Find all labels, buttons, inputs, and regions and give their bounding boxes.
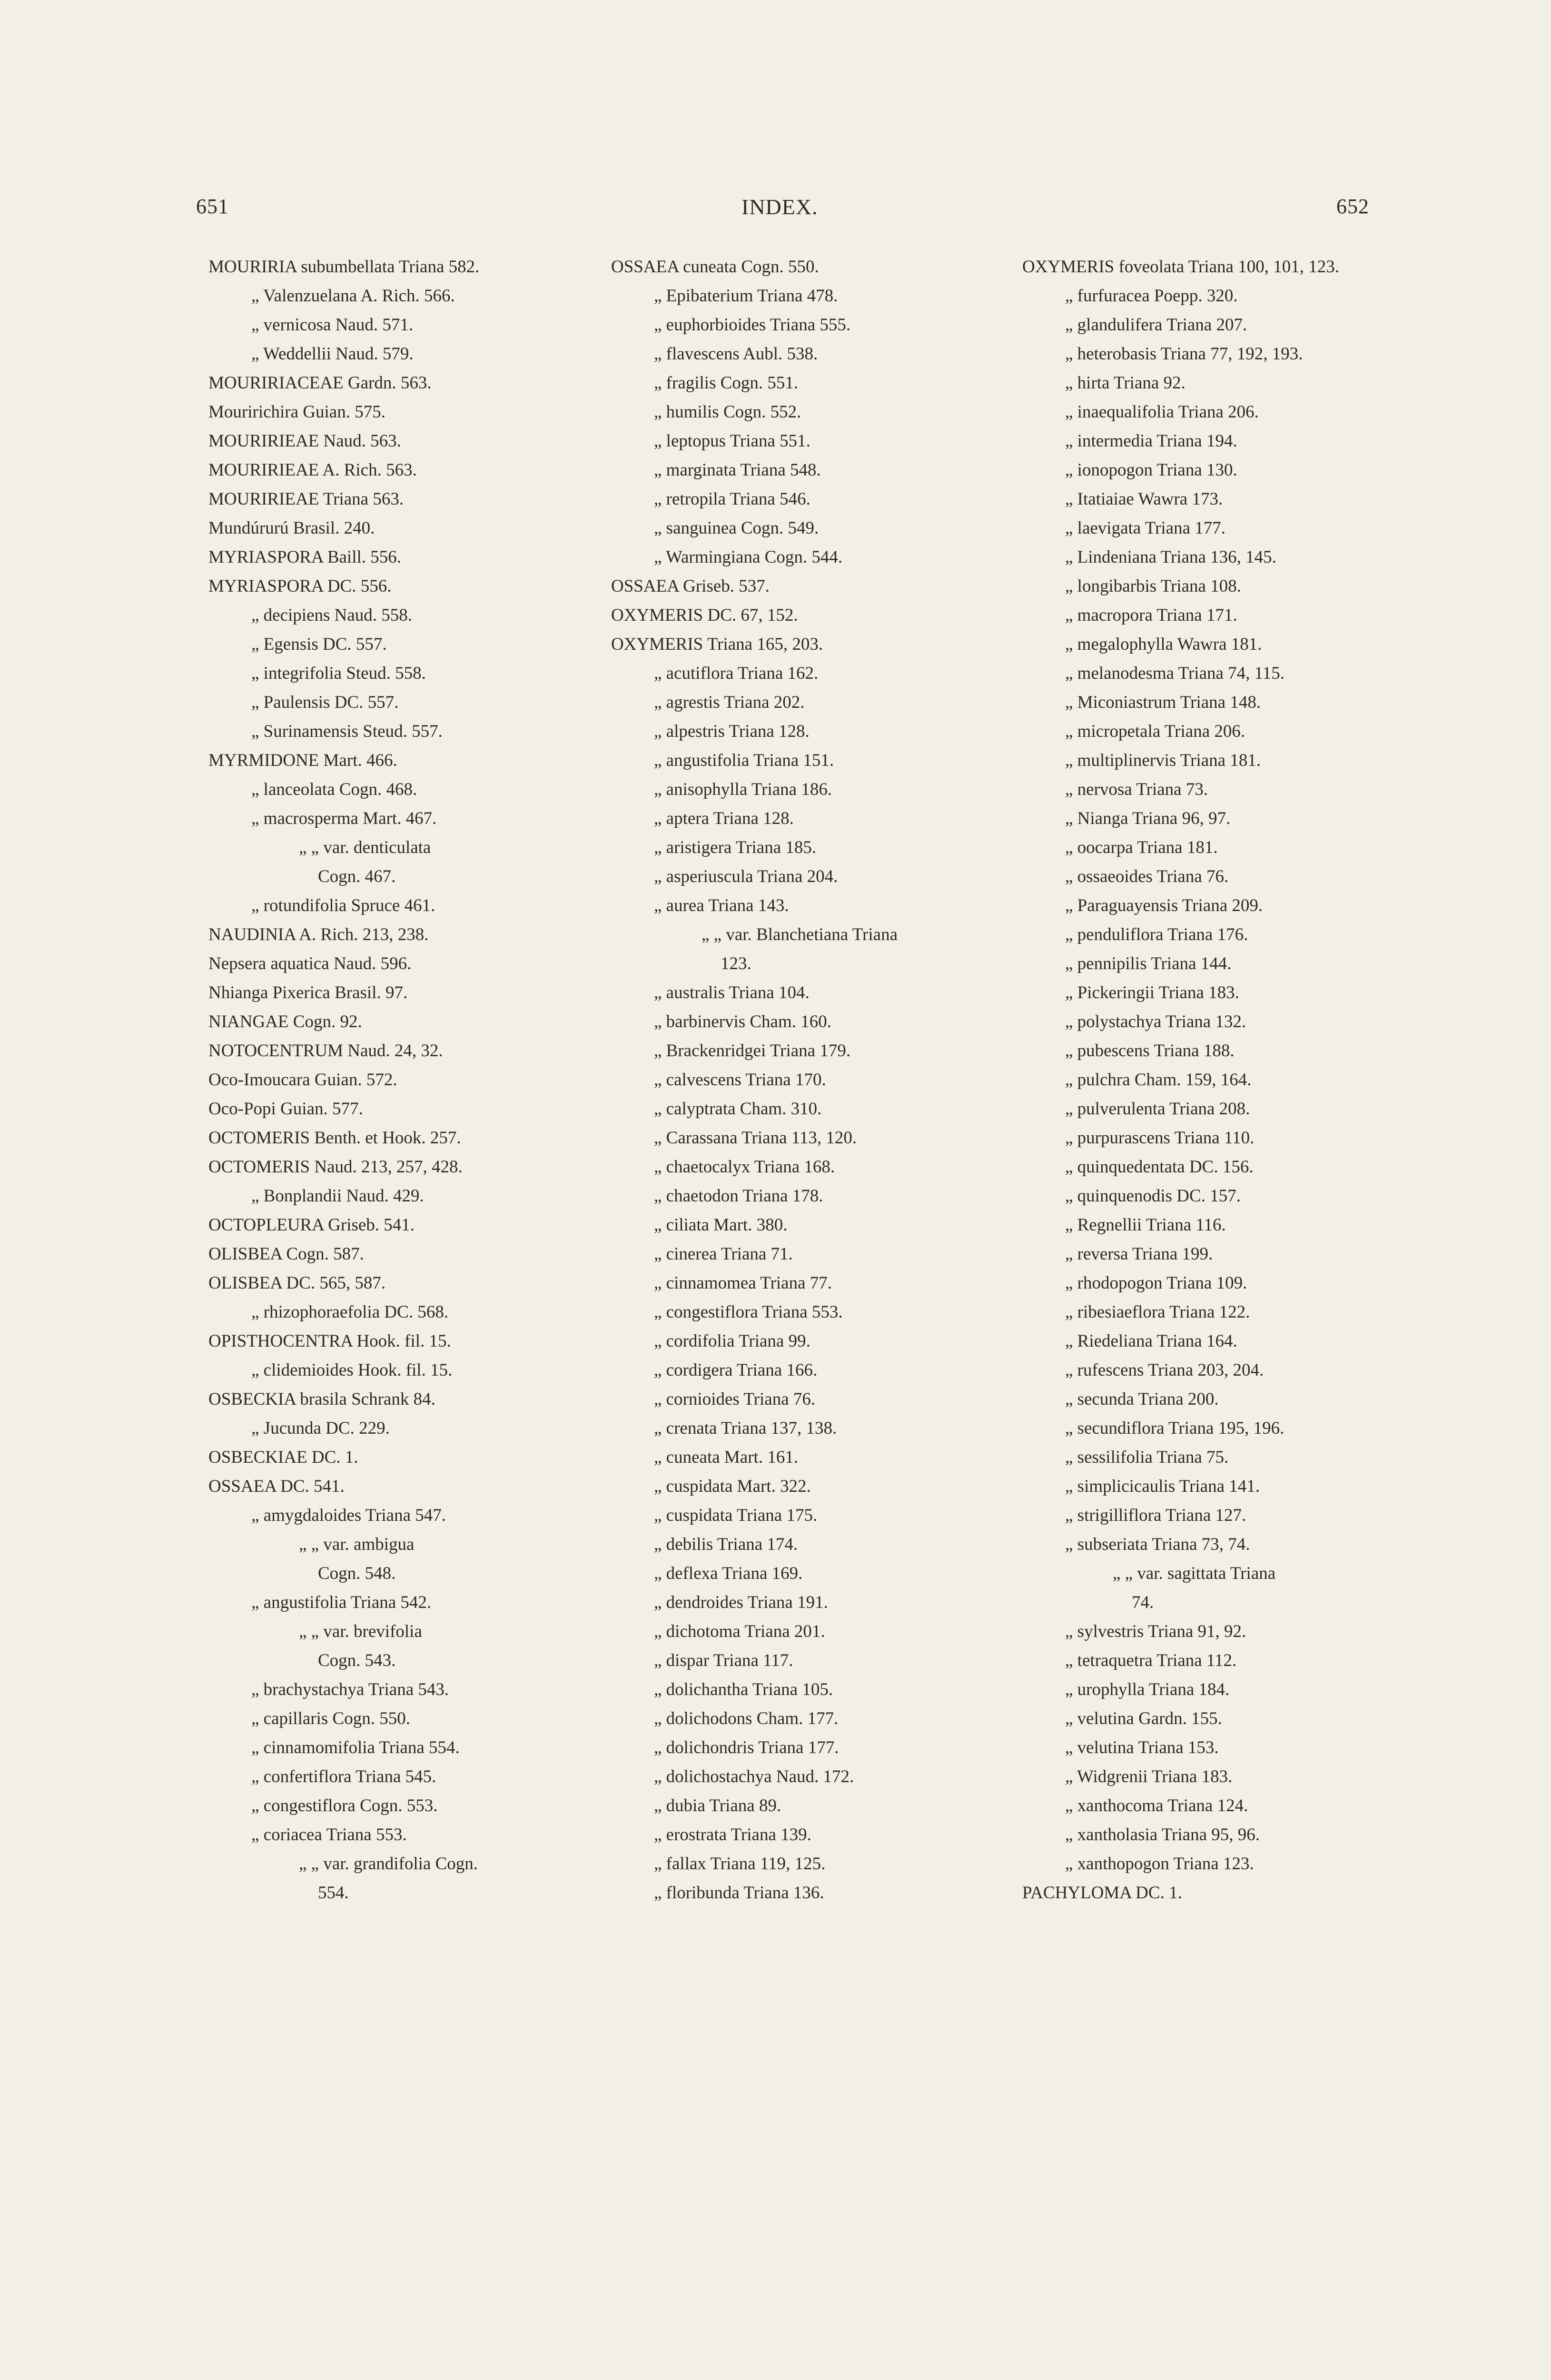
index-entry: „ purpurascens Triana 110.	[1065, 1128, 1255, 1148]
index-entry: MOURIRIEAE Naud. 563.	[208, 431, 401, 451]
index-entry: „ integrifolia Steud. 558.	[251, 664, 426, 683]
index-entry: „ Widgrenii Triana 183.	[1065, 1767, 1233, 1786]
index-entry: „ debilis Triana 174.	[654, 1535, 798, 1554]
index-entry: MOURIRIA subumbellata Triana 582.	[208, 257, 480, 277]
index-entry: „ pulchra Cham. 159, 164.	[1065, 1070, 1252, 1090]
index-entry: „ Lindeniana Triana 136, 145.	[1065, 547, 1276, 567]
index-entry: „ dolichodons Cham. 177.	[654, 1709, 839, 1728]
index-entry: „ xanthopogon Triana 123.	[1065, 1854, 1254, 1874]
index-entry: „ polystachya Triana 132.	[1065, 1012, 1246, 1031]
index-entry: 554.	[318, 1883, 349, 1903]
index-entry: „ velutina Triana 153.	[1065, 1738, 1219, 1757]
index-entry: „ furfuracea Poepp. 320.	[1065, 286, 1238, 306]
index-entry: „ aurea Triana 143.	[654, 896, 789, 915]
index-entry: „ rufescens Triana 203, 204.	[1065, 1360, 1264, 1380]
index-entry: Cogn. 543.	[318, 1651, 396, 1670]
index-entry: „ anisophylla Triana 186.	[654, 780, 832, 799]
index-entry: 74.	[1132, 1593, 1154, 1612]
index-entry: „ velutina Gardn. 155.	[1065, 1709, 1222, 1728]
index-entry: „ vernicosa Naud. 571.	[251, 315, 414, 335]
index-entry: „ pubescens Triana 188.	[1065, 1041, 1235, 1061]
index-entry: „ Itatiaiae Wawra 173.	[1065, 489, 1223, 509]
index-entry: „ marginata Triana 548.	[654, 460, 821, 480]
index-entry: „ penduliflora Triana 176.	[1065, 925, 1248, 944]
index-entry: „ Nianga Triana 96, 97.	[1065, 809, 1231, 828]
index-entry: „ australis Triana 104.	[654, 983, 810, 1002]
index-entry: „ cornioides Triana 76.	[654, 1389, 816, 1409]
index-entry: „ Warmingiana Cogn. 544.	[654, 547, 843, 567]
index-column-2	[611, 252, 982, 1907]
index-entry: „ euphorbioides Triana 555.	[654, 315, 851, 335]
index-entry: OSSAEA cuneata Cogn. 550.	[611, 257, 819, 277]
index-entry: „ retropila Triana 546.	[654, 489, 810, 509]
index-entry: „ calvescens Triana 170.	[654, 1070, 826, 1090]
index-entry: „ sessilifolia Triana 75.	[1065, 1448, 1229, 1467]
index-entry: „ asperiuscula Triana 204.	[654, 867, 838, 886]
index-entry: „ urophylla Triana 184.	[1065, 1680, 1230, 1699]
index-entry: „ Carassana Triana 113, 120.	[654, 1128, 857, 1148]
index-entry: „ barbinervis Cham. 160.	[654, 1012, 831, 1031]
index-entry: „ coriacea Triana 553.	[251, 1825, 407, 1844]
index-entry: MYRIASPORA DC. 556.	[208, 576, 392, 596]
index-entry: „ aptera Triana 128.	[654, 809, 794, 828]
index-entry: „ chaetocalyx Triana 168.	[654, 1157, 835, 1177]
index-entry: „ aristigera Triana 185.	[654, 838, 817, 857]
index-entry: Cogn. 467.	[318, 867, 396, 886]
index-entry: „ „ var. denticulata	[299, 838, 431, 857]
index-entry: MOURIRIEAE Triana 563.	[208, 489, 404, 509]
index-entry: „ cinerea Triana 71.	[654, 1244, 793, 1264]
index-entry: „ alpestris Triana 128.	[654, 722, 810, 741]
index-entry: „ „ var. brevifolia	[299, 1622, 422, 1641]
page-number-left: 651	[196, 195, 229, 218]
index-entry: „ confertiflora Triana 545.	[251, 1767, 436, 1786]
index-entry: „ dubia Triana 89.	[654, 1796, 781, 1815]
index-entry: „ congestiflora Cogn. 553.	[251, 1796, 438, 1815]
index-entry: „ Egensis DC. 557.	[251, 635, 387, 654]
index-entry: „ multiplinervis Triana 181.	[1065, 751, 1261, 770]
index-entry: „ cordifolia Triana 99.	[654, 1331, 810, 1351]
index-entry: „ acutiflora Triana 162.	[654, 664, 819, 683]
index-entry: „ secunda Triana 200.	[1065, 1389, 1219, 1409]
index-entry: „ ciliata Mart. 380.	[654, 1215, 788, 1235]
index-entry: MOURIRIACEAE Gardn. 563.	[208, 373, 432, 393]
index-entry: „ angustifolia Triana 542.	[251, 1593, 432, 1612]
index-entry: „ simplicicaulis Triana 141.	[1065, 1477, 1260, 1496]
index-entry: „ amygdaloides Triana 547.	[251, 1506, 446, 1525]
index-entry: „ dispar Triana 117.	[654, 1651, 793, 1670]
index-entry: „ Paraguayensis Triana 209.	[1065, 896, 1263, 915]
index-entry: „ capillaris Cogn. 550.	[251, 1709, 410, 1728]
index-entry: „ Epibaterium Triana 478.	[654, 286, 838, 306]
index-column-3	[1022, 252, 1413, 1907]
index-entry: Mouririchira Guian. 575.	[208, 402, 385, 422]
index-entry: „ Bonplandii Naud. 429.	[251, 1186, 424, 1206]
index-entry: „ Regnellii Triana 116.	[1065, 1215, 1226, 1235]
index-entry: „ angustifolia Triana 151.	[654, 751, 834, 770]
index-entry: „ Riedeliana Triana 164.	[1065, 1331, 1237, 1351]
index-entry: „ xantholasia Triana 95, 96.	[1065, 1825, 1260, 1844]
index-entry: „ megalophylla Wawra 181.	[1065, 635, 1262, 654]
index-entry: „ „ var. Blanchetiana Triana	[701, 925, 898, 944]
index-entry: „ crenata Triana 137, 138.	[654, 1418, 837, 1438]
index-entry: „ sanguinea Cogn. 549.	[654, 518, 819, 538]
index-entry: OSSAEA DC. 541.	[208, 1477, 345, 1496]
index-entry: „ agrestis Triana 202.	[654, 693, 805, 712]
index-entry: OLISBEA Cogn. 587.	[208, 1244, 364, 1264]
index-entry: „ cuspidata Mart. 322.	[654, 1477, 811, 1496]
index-entry: „ quinquedentata DC. 156.	[1065, 1157, 1254, 1177]
index-entry: Nepsera aquatica Naud. 596.	[208, 954, 412, 973]
index-entry: „ fallax Triana 119, 125.	[654, 1854, 826, 1874]
index-entry: „ pennipilis Triana 144.	[1065, 954, 1232, 973]
index-entry: „ Pickeringii Triana 183.	[1065, 983, 1239, 1002]
index-entry: „ clidemioides Hook. fil. 15.	[251, 1360, 453, 1380]
index-entry: OPISTHOCENTRA Hook. fil. 15.	[208, 1331, 451, 1351]
index-entry: „ calyptrata Cham. 310.	[654, 1099, 822, 1119]
index-entry: „ reversa Triana 199.	[1065, 1244, 1213, 1264]
index-entry: „ cuspidata Triana 175.	[654, 1506, 818, 1525]
index-entry: OXYMERIS Triana 165, 203.	[611, 635, 823, 654]
index-entry: OSBECKIAE DC. 1.	[208, 1448, 358, 1467]
index-entry: „ xanthocoma Triana 124.	[1065, 1796, 1248, 1815]
index-entry: „ Jucunda DC. 229.	[251, 1418, 390, 1438]
index-entry: „ strigilliflora Triana 127.	[1065, 1506, 1246, 1525]
index-entry: OSBECKIA brasila Schrank 84.	[208, 1389, 435, 1409]
index-entry: „ macrosperma Mart. 467.	[251, 809, 437, 828]
index-entry: „ heterobasis Triana 77, 192, 193.	[1065, 344, 1303, 364]
index-entry: „ cordigera Triana 166.	[654, 1360, 818, 1380]
index-entry: MYRIASPORA Baill. 556.	[208, 547, 402, 567]
index-entry: MOURIRIEAE A. Rich. 563.	[208, 460, 417, 480]
index-entry: „ deflexa Triana 169.	[654, 1564, 803, 1583]
index-entry: „ humilis Cogn. 552.	[654, 402, 801, 422]
index-entry: „ cinnamomea Triana 77.	[654, 1273, 832, 1293]
index-entry: „ cuneata Mart. 161.	[654, 1448, 799, 1467]
page-title: INDEX.	[741, 195, 818, 219]
index-entry: „ „ var. grandifolia Cogn.	[299, 1854, 478, 1874]
index-entry: NOTOCENTRUM Naud. 24, 32.	[208, 1041, 443, 1061]
index-entry: „ ionopogon Triana 130.	[1065, 460, 1237, 480]
index-entry: „ „ var. sagittata Triana	[1113, 1564, 1276, 1583]
index-entry: „ rhizophoraefolia DC. 568.	[251, 1302, 449, 1322]
index-entry: „ dichotoma Triana 201.	[654, 1622, 825, 1641]
index-entry: „ brachystachya Triana 543.	[251, 1680, 449, 1699]
index-entry: „ erostrata Triana 139.	[654, 1825, 811, 1844]
index-entry: „ Weddellii Naud. 579.	[251, 344, 414, 364]
index-entry: „ inaequalifolia Triana 206.	[1065, 402, 1259, 422]
index-entry: „ subseriata Triana 73, 74.	[1065, 1535, 1250, 1554]
index-entry: „ flavescens Aubl. 538.	[654, 344, 818, 364]
index-entry: OXYMERIS foveolata Triana 100, 101, 123.	[1022, 257, 1339, 277]
index-entry: „ congestiflora Triana 553.	[654, 1302, 843, 1322]
index-entry: „ dolichantha Triana 105.	[654, 1680, 833, 1699]
index-entry: Cogn. 548.	[318, 1564, 396, 1583]
index-entry: „ Miconiastrum Triana 148.	[1065, 693, 1261, 712]
index-entry: „ oocarpa Triana 181.	[1065, 838, 1218, 857]
index-column-1	[208, 252, 589, 1907]
index-entry: „ pulverulenta Triana 208.	[1065, 1099, 1250, 1119]
index-entry: „ chaetodon Triana 178.	[654, 1186, 823, 1206]
index-entry: „ melanodesma Triana 74, 115.	[1065, 664, 1285, 683]
index-entry: OCTOPLEURA Griseb. 541.	[208, 1215, 415, 1235]
index-entry: „ decipiens Naud. 558.	[251, 605, 413, 625]
index-entry: „ laevigata Triana 177.	[1065, 518, 1226, 538]
index-entry: „ rotundifolia Spruce 461.	[251, 896, 435, 915]
index-entry: „ cinnamomifolia Triana 554.	[251, 1738, 460, 1757]
index-entry: Nhianga Pixerica Brasil. 97.	[208, 983, 408, 1002]
index-entry: OCTOMERIS Benth. et Hook. 257.	[208, 1128, 461, 1148]
index-entry: „ Brackenridgei Triana 179.	[654, 1041, 851, 1061]
index-entry: OSSAEA Griseb. 537.	[611, 576, 770, 596]
index-entry: OLISBEA DC. 565, 587.	[208, 1273, 386, 1293]
index-entry: NIANGAE Cogn. 92.	[208, 1012, 362, 1031]
index-entry: „ „ var. ambigua	[299, 1535, 415, 1554]
index-entry: „ intermedia Triana 194.	[1065, 431, 1237, 451]
index-entry: OXYMERIS DC. 67, 152.	[611, 605, 798, 625]
index-entry: „ Paulensis DC. 557.	[251, 693, 399, 712]
index-entry: „ dendroides Triana 191.	[654, 1593, 828, 1612]
index-entry: „ dolichostachya Naud. 172.	[654, 1767, 854, 1786]
index-entry: 123.	[721, 954, 751, 973]
index-entry: MYRMIDONE Mart. 466.	[208, 751, 397, 770]
index-entry: „ leptopus Triana 551.	[654, 431, 810, 451]
index-entry: OCTOMERIS Naud. 213, 257, 428.	[208, 1157, 463, 1177]
index-entry: „ Surinamensis Steud. 557.	[251, 722, 443, 741]
index-entry: „ tetraquetra Triana 112.	[1065, 1651, 1237, 1670]
index-entry: Oco-Imoucara Guian. 572.	[208, 1070, 397, 1090]
index-entry: „ rhodopogon Triana 109.	[1065, 1273, 1247, 1293]
index-entry: Mundúrurú Brasil. 240.	[208, 518, 375, 538]
index-entry: „ micropetala Triana 206.	[1065, 722, 1245, 741]
index-entry: Oco-Popi Guian. 577.	[208, 1099, 363, 1119]
index-entry: „ floribunda Triana 136.	[654, 1883, 824, 1903]
index-entry: „ secundiflora Triana 195, 196.	[1065, 1418, 1284, 1438]
index-entry: „ Valenzuelana A. Rich. 566.	[251, 286, 455, 306]
index-entry: „ dolichondris Triana 177.	[654, 1738, 839, 1757]
index-entry: „ ossaeoides Triana 76.	[1065, 867, 1229, 886]
index-entry: „ fragilis Cogn. 551.	[654, 373, 799, 393]
index-entry: PACHYLOMA DC. 1.	[1022, 1883, 1182, 1903]
index-entry: „ sylvestris Triana 91, 92.	[1065, 1622, 1246, 1641]
index-entry: „ hirta Triana 92.	[1065, 373, 1185, 393]
index-entry: „ nervosa Triana 73.	[1065, 780, 1208, 799]
index-entry: „ lanceolata Cogn. 468.	[251, 780, 417, 799]
index-entry: NAUDINIA A. Rich. 213, 238.	[208, 925, 429, 944]
index-entry: „ glandulifera Triana 207.	[1065, 315, 1247, 335]
index-entry: „ quinquenodis DC. 157.	[1065, 1186, 1241, 1206]
page-number-right: 652	[1336, 195, 1369, 218]
index-entry: „ longibarbis Triana 108.	[1065, 576, 1241, 596]
index-entry: „ ribesiaeflora Triana 122.	[1065, 1302, 1250, 1322]
index-entry: „ macropora Triana 171.	[1065, 605, 1237, 625]
